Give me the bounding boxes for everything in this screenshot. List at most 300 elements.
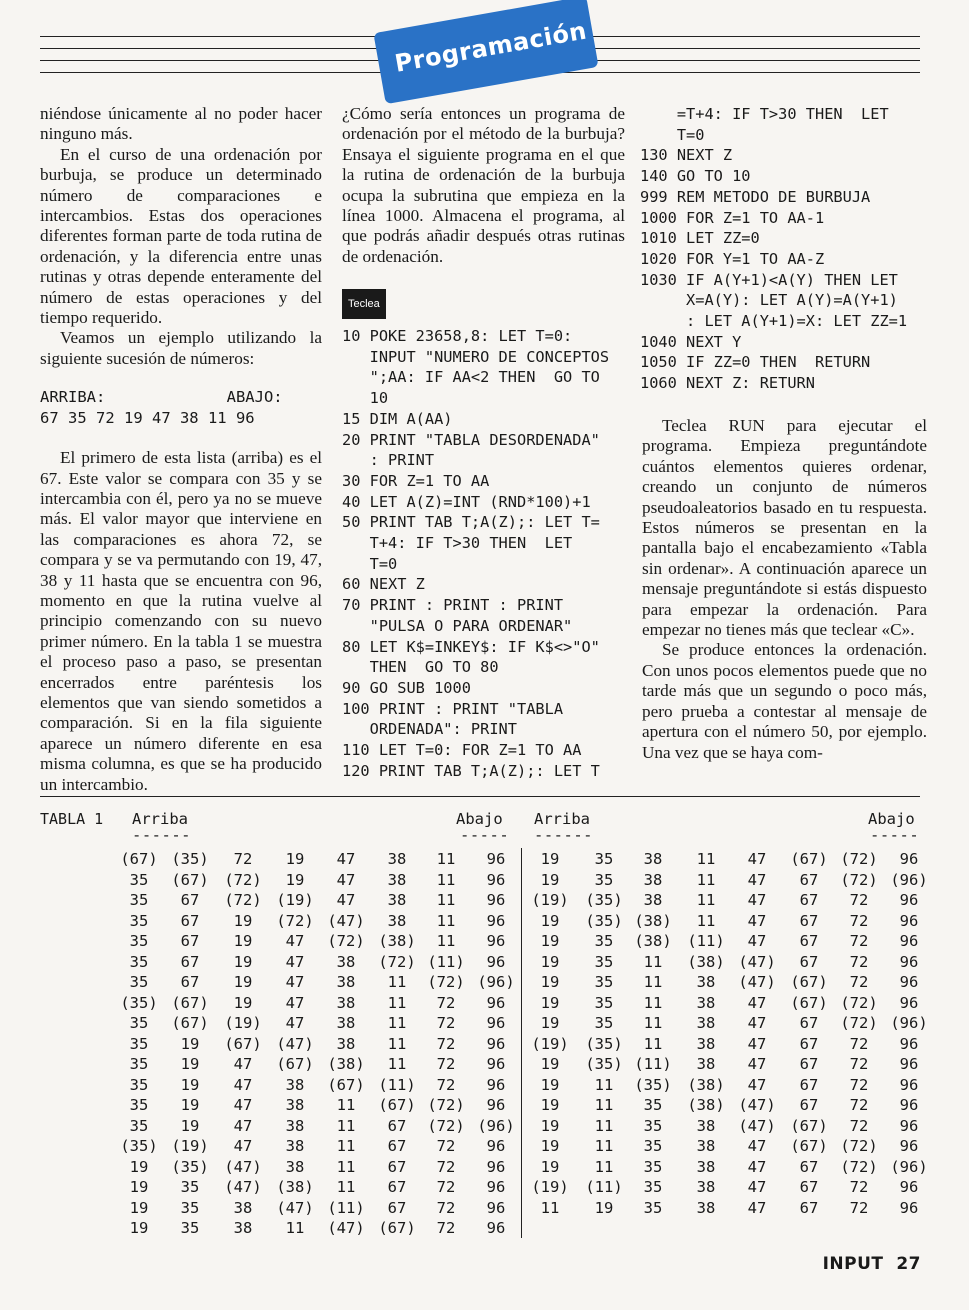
right-table-cell: 67 xyxy=(799,932,819,950)
left-table-cell: 35 xyxy=(129,1116,149,1135)
left-table-cell: 47 xyxy=(285,952,305,971)
left-table-cell: 47 xyxy=(285,932,305,950)
right-table-cell: 67 xyxy=(799,1178,819,1196)
right-table-cell: 35 xyxy=(594,952,614,971)
right-table-cell: 35 xyxy=(643,1198,663,1217)
right-table-cell: 35 xyxy=(594,850,614,868)
right-table-cell: 96 xyxy=(899,1075,919,1094)
left-table-cell: 72 xyxy=(436,1137,456,1155)
right-table-cell: 11 xyxy=(594,1096,614,1114)
right-table-cell: 67 xyxy=(799,1014,819,1032)
right-table-cell: 67 xyxy=(799,1034,819,1053)
left-table-cell: 35 xyxy=(129,1034,149,1053)
left-table-cell: 96 xyxy=(486,1178,506,1196)
right-table-cell: 67 xyxy=(799,1096,819,1114)
left-table-cell: (35) xyxy=(120,1137,158,1155)
right-table-cell: 11 xyxy=(696,870,716,889)
left-table-cell: 38 xyxy=(233,1219,253,1237)
right-table-cell: 35 xyxy=(594,932,614,950)
right-table-cell: 72 xyxy=(849,973,869,991)
right-table-cell: 38 xyxy=(643,870,663,889)
right-table-cell: (38) xyxy=(687,1096,725,1114)
left-table-cell: 35 xyxy=(129,952,149,971)
left-table-cell: 11 xyxy=(336,1178,356,1196)
left-table-cell: (72) xyxy=(327,932,365,950)
right-table-cell: 38 xyxy=(696,1014,716,1032)
left-table-cell: 38 xyxy=(336,952,356,971)
left-table-cell: 72 xyxy=(436,1219,456,1237)
left-table-cell: 19 xyxy=(129,1178,149,1196)
right-table-cell: 72 xyxy=(849,1198,869,1217)
left-table-cell: (47) xyxy=(327,1219,365,1237)
left-table-cell: 47 xyxy=(336,870,356,889)
right-table-cell: 38 xyxy=(696,993,716,1012)
left-table-cell: 11 xyxy=(436,891,456,909)
left-table-cell: 11 xyxy=(336,1096,356,1114)
left-table-cell: 11 xyxy=(436,911,456,930)
right-table-cell: 11 xyxy=(643,952,663,971)
right-table-cell: 72 xyxy=(849,1055,869,1073)
right-table-cell: 38 xyxy=(643,891,663,909)
left-table-cell: 35 xyxy=(129,1096,149,1114)
left-table-cell: (67) xyxy=(276,1055,314,1073)
left-table-cell: 96 xyxy=(486,1219,506,1237)
right-table-cell: 47 xyxy=(747,850,767,868)
right-table-cell: 38 xyxy=(643,850,663,868)
right-table-cell: (35) xyxy=(585,1034,623,1053)
right-table-cell: 11 xyxy=(643,1034,663,1053)
right-table-cell: 19 xyxy=(540,973,560,991)
right-table-cell: (35) xyxy=(585,891,623,909)
right-table-cell: (96) xyxy=(890,1014,928,1032)
right-table-cell: (38) xyxy=(634,911,672,930)
right-table-cell: 96 xyxy=(899,1034,919,1053)
right-table-cell: 47 xyxy=(747,1014,767,1032)
right-table-cell: 72 xyxy=(849,952,869,971)
right-abajo-header: Abajo xyxy=(868,810,915,828)
right-table-cell: (11) xyxy=(585,1178,623,1196)
right-table-cell: (67) xyxy=(790,1116,828,1135)
right-table-cell: 47 xyxy=(747,993,767,1012)
right-table-cell: (72) xyxy=(840,1137,878,1155)
left-table-cell: (72) xyxy=(224,870,262,889)
sequence-values: 67 35 72 19 47 38 11 96 xyxy=(40,408,255,427)
right-table-cell: 19 xyxy=(540,911,560,930)
left-table-cell: 67 xyxy=(387,1198,407,1217)
right-table-cell: 47 xyxy=(747,891,767,909)
right-table-cell: 67 xyxy=(799,1055,819,1073)
left-table-cell: 96 xyxy=(486,932,506,950)
left-abajo-header: Abajo xyxy=(456,810,503,828)
left-table-cell: (67) xyxy=(120,850,158,868)
left-table-cell: 67 xyxy=(180,952,200,971)
left-table-cell: 96 xyxy=(486,891,506,909)
left-table-cell: (72) xyxy=(427,1096,465,1114)
left-table-cell: (67) xyxy=(327,1075,365,1094)
left-table-cell: 47 xyxy=(233,1116,253,1135)
left-table-cell: 38 xyxy=(387,850,407,868)
left-table-cell: 47 xyxy=(285,1014,305,1032)
left-table-cell: 96 xyxy=(486,993,506,1012)
left-table-cell: 38 xyxy=(387,911,407,930)
paragraph: En el curso de una ordenación por burbuja, se produce un determinado número de comparaciones e intercambios. Estas dos operaciones diferentes forman parte de toda rutina de ordenación, y la diferencia entre unas rutinas y otras depende enteramente del número de estas operaciones y del tiempo requerido. xyxy=(40,144,322,328)
right-table-cell: (19) xyxy=(531,891,569,909)
left-table-cell: 11 xyxy=(336,1157,356,1176)
right-table-cell: 96 xyxy=(899,952,919,971)
left-arriba-header: Arriba xyxy=(132,810,188,828)
left-table-cell: 67 xyxy=(387,1116,407,1135)
article-column-2 xyxy=(342,104,625,319)
right-table-cell: 96 xyxy=(899,932,919,950)
right-table-cell: 96 xyxy=(899,850,919,868)
right-table-cell: 35 xyxy=(594,1014,614,1032)
left-table-cell: 38 xyxy=(336,1014,356,1032)
left-table-cell: 96 xyxy=(486,1137,506,1155)
sequence-example xyxy=(40,387,322,428)
paragraph: Se produce entonces la ordenación. Con unos pocos elementos puede que no tarde más que un segundo o poco más, pero prueba a contestar al mensaje de apertura con el número 50, por ejemplo. Una vez que se haya com- xyxy=(642,640,927,762)
left-table-cell: 67 xyxy=(180,911,200,930)
left-table-cell: (72) xyxy=(276,911,314,930)
section-title: Programación xyxy=(392,16,589,78)
right-table-cell: (96) xyxy=(890,870,928,889)
left-table-cell: 35 xyxy=(180,1219,200,1237)
left-table-cell: 38 xyxy=(233,1198,253,1217)
left-table-cell: 19 xyxy=(180,1034,200,1053)
right-table-cell: (72) xyxy=(840,1014,878,1032)
left-table-cell: 47 xyxy=(233,1096,253,1114)
right-table-cell: 11 xyxy=(594,1137,614,1155)
right-table-cell: (38) xyxy=(634,932,672,950)
left-table-cell: 11 xyxy=(436,932,456,950)
right-table-cell: 19 xyxy=(540,993,560,1012)
right-table-cell: (72) xyxy=(840,1157,878,1176)
left-table-cell: 67 xyxy=(180,973,200,991)
page-footer xyxy=(823,1254,921,1274)
right-table-cell: (67) xyxy=(790,1137,828,1155)
right-table-cell: 72 xyxy=(849,1116,869,1135)
right-table-cell: (72) xyxy=(840,993,878,1012)
right-table-cell: 47 xyxy=(747,1034,767,1053)
left-table-cell: 19 xyxy=(129,1219,149,1237)
left-table-cell: 11 xyxy=(387,973,407,991)
right-table-cell: 38 xyxy=(696,1055,716,1073)
right-table-cell: (11) xyxy=(687,932,725,950)
right-table-cell: 72 xyxy=(849,891,869,909)
section-badge xyxy=(373,0,598,104)
left-table-cell: 67 xyxy=(180,932,200,950)
left-table-cell: (47) xyxy=(276,1034,314,1053)
left-table-cell: 19 xyxy=(285,850,305,868)
right-table-cell: 19 xyxy=(540,932,560,950)
left-table-cell: (96) xyxy=(477,1116,515,1135)
left-table-cell: (19) xyxy=(276,891,314,909)
left-table-cell: 35 xyxy=(129,870,149,889)
right-table-cell: 47 xyxy=(747,1198,767,1217)
sequence-heading: ARRIBA: ABAJO: xyxy=(40,388,283,407)
paragraph: El primero de esta lista (arriba) es el 67. Este valor se compara con 35 y se intercambia con él, pero ya no se mueve más. El valor mayor que interviene en las comparaciones es ahora 72, se compara y se va permutando con 19, 47, 38 y 11 hasta que se encuentra con 96, momento en que la rutina vuelve al principio comenzando con su nuevo primer número. En la tabla 1 se muestra el proceso paso a paso, se presentan encerrados entre paréntesis los elementos que van siendo sometidos a comparación. Si en la fila siguiente aparece un número diferente en esa misma columna, es que se ha producido un intercambio. xyxy=(40,448,322,794)
left-table-cell: (35) xyxy=(171,1157,209,1176)
left-table-cell: (38) xyxy=(276,1178,314,1196)
left-table-cell: 38 xyxy=(336,1034,356,1053)
left-table-cell: 72 xyxy=(436,1157,456,1176)
left-table-cell: 96 xyxy=(486,1075,506,1094)
right-table-cell: 96 xyxy=(899,1096,919,1114)
right-table-cell: 47 xyxy=(747,911,767,930)
right-table-cell: (35) xyxy=(585,911,623,930)
left-arriba-underline: ------ xyxy=(132,826,191,844)
left-table-cell: 38 xyxy=(336,973,356,991)
program-listing-part-2: =T+4: IF T>30 THEN LET T=0 130 NEXT Z 140 GO TO 10 999 REM METODO DE BURBUJA 1000 FOR Z=1 TO AA-1 1010 LET ZZ=0 1020 FOR Y=1 TO AA-Z 1030 IF A(Y+1)<A(Y) THEN LET X=A(Y): LET A(Y)=A(Y+1) : LET A(Y+1)=X: LET ZZ=1 1040 NEXT Y 1050 IF ZZ=0 THEN RETURN 1060 NEXT Z: RETURN xyxy=(640,105,908,393)
left-table-cell: 72 xyxy=(436,1055,456,1073)
left-table-cell: 96 xyxy=(486,911,506,930)
right-table-cell: 35 xyxy=(594,973,614,991)
left-table-cell: 19 xyxy=(233,952,253,971)
left-table-cell: 19 xyxy=(180,1075,200,1094)
right-table-cell: 38 xyxy=(696,1034,716,1053)
program-listing-part-1: 10 POKE 23658,8: LET T=0: INPUT "NUMERO DE CONCEPTOS ";AA: IF AA<2 THEN GO TO 10 15 DIM A(AA) 20 PRINT "TABLA DESORDENADA" : PRINT 30 FOR Z=1 TO AA 40 LET A(Z)=INT (RND*100)+1 50 PRINT TAB T;A(Z);: LET T= T+4: IF T>30 THEN LET T=0 60 NEXT Z 70 PRINT : PRINT : PRINT "PULSA O PARA ORDENAR" 80 LET K$=INKEY$: IF K$<>"O" THEN GO TO 80 90 GO SUB 1000 100 PRINT : PRINT "TABLA ORDENADA": PRINT 110 LET T=0: FOR Z=1 TO AA 120 PRINT TAB T;A(Z);: LET T xyxy=(342,327,610,780)
left-table-cell: 38 xyxy=(336,993,356,1012)
left-table-cell: (67) xyxy=(171,1014,209,1032)
right-table-cell: 47 xyxy=(747,1178,767,1196)
right-table-cell: (47) xyxy=(738,973,776,991)
left-table-cell: 35 xyxy=(129,1075,149,1094)
right-table-cell: (72) xyxy=(840,850,878,868)
left-table-cell: 19 xyxy=(233,932,253,950)
table-top-rule xyxy=(40,796,920,797)
left-table-cell: (72) xyxy=(378,952,416,971)
left-table-cell: 11 xyxy=(285,1219,305,1237)
paragraph: Teclea RUN para ejecutar el programa. Empieza preguntándote cuántos elementos quieres ordenar, creando un conjunto de números pseudoaleatorios basado en tu respuesta. Estos números se presentan en la pantalla bajo el encabezamiento «Tabla sin ordenar». A continuación aparece un mensaje preguntándote si estás dispuesto para empezar la ordenación. Para empezar no tienes más que teclear «C». xyxy=(642,416,927,640)
right-table-cell: 19 xyxy=(540,870,560,889)
left-table-cell: 96 xyxy=(486,1198,506,1217)
right-table-cell: (38) xyxy=(687,952,725,971)
left-table-cell: 11 xyxy=(387,1055,407,1073)
right-table-cell: 67 xyxy=(799,891,819,909)
right-table-cell: 72 xyxy=(849,1075,869,1094)
right-table-cell: 96 xyxy=(899,1198,919,1217)
left-table-cell: 38 xyxy=(285,1096,305,1114)
right-table-cell: (19) xyxy=(531,1034,569,1053)
right-table-cell: (67) xyxy=(790,993,828,1012)
right-table-cell: 35 xyxy=(594,870,614,889)
right-table-cell: 67 xyxy=(799,1198,819,1217)
left-table-cell: (11) xyxy=(378,1075,416,1094)
right-table-cell: 19 xyxy=(540,1137,560,1155)
right-table-cell: 19 xyxy=(540,1075,560,1094)
right-table-cell: (11) xyxy=(634,1055,672,1073)
paragraph: Veamos un ejemplo utilizando la siguiente sucesión de números: xyxy=(40,328,322,368)
left-table-cell: (47) xyxy=(276,1198,314,1217)
right-table-cell: 96 xyxy=(899,1055,919,1073)
right-table-cell: 67 xyxy=(799,870,819,889)
right-table-cell: 72 xyxy=(849,932,869,950)
left-table-cell: 38 xyxy=(285,1075,305,1094)
right-table-cell: (67) xyxy=(790,973,828,991)
left-table-cell: 38 xyxy=(387,891,407,909)
right-table-cell: 11 xyxy=(594,1157,614,1176)
right-table-cell: 35 xyxy=(594,993,614,1012)
left-table-cell: 47 xyxy=(285,973,305,991)
right-table-cell: (35) xyxy=(585,1055,623,1073)
right-table-cell: 11 xyxy=(540,1198,560,1217)
right-table-cell: 11 xyxy=(594,1075,614,1094)
left-table-cell: 35 xyxy=(129,891,149,909)
right-table-cell: 67 xyxy=(799,1075,819,1094)
left-table-cell: (67) xyxy=(171,870,209,889)
left-table-cell: 96 xyxy=(486,1157,506,1176)
table-title: TABLA 1 xyxy=(40,810,104,828)
left-table-cell: 96 xyxy=(486,1096,506,1114)
left-table-cell: 72 xyxy=(436,1014,456,1032)
left-table-cell: (19) xyxy=(224,1014,262,1032)
right-table-cell: 72 xyxy=(849,1034,869,1053)
right-table-cell: 67 xyxy=(799,911,819,930)
right-table-cell: 19 xyxy=(594,1198,614,1217)
left-abajo-underline: ----- xyxy=(460,826,510,844)
article-column-1 xyxy=(40,104,322,795)
left-table-cell: 11 xyxy=(387,993,407,1012)
right-table-cell: 35 xyxy=(643,1137,663,1155)
left-table-cell: 19 xyxy=(180,1055,200,1073)
right-table-cell: 19 xyxy=(540,1116,560,1135)
left-table-cell: 47 xyxy=(233,1137,253,1155)
left-table-cell: 19 xyxy=(180,1116,200,1135)
left-table-cell: 11 xyxy=(436,850,456,868)
left-table-cell: 72 xyxy=(436,1198,456,1217)
right-table-cell: 96 xyxy=(899,1116,919,1135)
left-table-cell: 19 xyxy=(233,973,253,991)
left-table-cell: 11 xyxy=(436,870,456,889)
left-table-cell: 19 xyxy=(129,1157,149,1176)
left-table-cell: (11) xyxy=(427,952,465,971)
left-table-cell: 96 xyxy=(486,1034,506,1053)
left-table-cell: 72 xyxy=(436,1178,456,1196)
right-table-cell: 35 xyxy=(643,1178,663,1196)
right-table-cell: (35) xyxy=(634,1075,672,1094)
right-table-cell: 35 xyxy=(643,1157,663,1176)
left-table-cell: 67 xyxy=(387,1178,407,1196)
left-table-cell: (47) xyxy=(224,1157,262,1176)
right-table-cell: (47) xyxy=(738,952,776,971)
right-table-cell: 96 xyxy=(899,973,919,991)
left-table-cell: (38) xyxy=(378,932,416,950)
left-table-cell: (67) xyxy=(171,993,209,1012)
left-table-cell: 96 xyxy=(486,870,506,889)
right-table-cell: (47) xyxy=(738,1116,776,1135)
right-table-cell: 11 xyxy=(643,1014,663,1032)
left-table-cell: (96) xyxy=(477,973,515,991)
right-table-cell: 35 xyxy=(643,1116,663,1135)
left-table-cell: 19 xyxy=(180,1096,200,1114)
left-table-cell: 96 xyxy=(486,1055,506,1073)
left-table-cell: (72) xyxy=(224,891,262,909)
left-table-cell: 38 xyxy=(387,870,407,889)
teclea-tag: Teclea xyxy=(342,289,386,318)
left-table-cell: 11 xyxy=(387,1014,407,1032)
left-table-cell: (47) xyxy=(327,911,365,930)
left-table-cell: (67) xyxy=(378,1219,416,1237)
right-table-cell: 11 xyxy=(643,973,663,991)
right-table-cell: 47 xyxy=(747,1075,767,1094)
paragraph: niéndose únicamente al no poder hacer ninguno más. xyxy=(40,104,322,144)
left-table-cell: 47 xyxy=(336,891,356,909)
right-table-cell: 96 xyxy=(899,993,919,1012)
right-table-cell: 38 xyxy=(696,1137,716,1155)
left-table-cell: 11 xyxy=(336,1116,356,1135)
paragraph: ¿Cómo sería entonces un programa de ordenación por el método de la burbuja? Ensaya el siguiente programa en el que la rutina de ordenación de la burbuja ocupa la subrutina que empieza en la línea 1000. Almacena el programa, al que podrás añadir después otras rutinas de ordenación. xyxy=(342,104,625,266)
left-table-cell: 47 xyxy=(336,850,356,868)
right-table-cell: 47 xyxy=(747,932,767,950)
left-table-cell: 47 xyxy=(285,993,305,1012)
left-table-cell: 38 xyxy=(285,1137,305,1155)
right-table-cell: 47 xyxy=(747,1055,767,1073)
left-table-cell: 96 xyxy=(486,850,506,868)
left-table-cell: 38 xyxy=(285,1116,305,1135)
left-table-cell: 19 xyxy=(233,993,253,1012)
left-table-cell: (72) xyxy=(427,1116,465,1135)
right-table-cell: 47 xyxy=(747,870,767,889)
left-table-cell: 11 xyxy=(336,1137,356,1155)
left-table-cell: 72 xyxy=(436,993,456,1012)
right-table-cell: 96 xyxy=(899,891,919,909)
left-table-cell: 67 xyxy=(387,1157,407,1176)
right-abajo-underline: ----- xyxy=(870,826,920,844)
right-table-cell: 96 xyxy=(899,911,919,930)
left-table-cell: 72 xyxy=(436,1034,456,1053)
left-table-cell: 72 xyxy=(436,1075,456,1094)
right-table-cell: (19) xyxy=(531,1178,569,1196)
right-table-cell: (96) xyxy=(890,1157,928,1176)
left-table-cell: 47 xyxy=(233,1055,253,1073)
right-table-cell: (47) xyxy=(738,1096,776,1114)
left-table-cell: 19 xyxy=(129,1198,149,1217)
left-table-cell: 35 xyxy=(129,1014,149,1032)
left-table-cell: 72 xyxy=(233,850,253,868)
page-number: 27 xyxy=(896,1254,921,1274)
left-table-cell: 35 xyxy=(180,1178,200,1196)
magazine-name: INPUT xyxy=(822,1254,884,1274)
right-table-cell: (67) xyxy=(790,850,828,868)
left-table-cell: 19 xyxy=(233,911,253,930)
right-table-cell: (38) xyxy=(687,1075,725,1094)
right-table-cell: 72 xyxy=(849,1096,869,1114)
right-table-cell: 11 xyxy=(643,993,663,1012)
right-table-cell: 72 xyxy=(849,911,869,930)
right-table-cell: 47 xyxy=(747,1157,767,1176)
left-table-cell: 35 xyxy=(180,1198,200,1217)
right-table-cell: 38 xyxy=(696,973,716,991)
left-table-cell: 11 xyxy=(387,1034,407,1053)
right-arriba-underline: ------ xyxy=(534,826,593,844)
right-table-cell: 67 xyxy=(799,952,819,971)
right-table-cell: 47 xyxy=(747,1137,767,1155)
article-column-3 xyxy=(642,416,927,763)
right-table-cell: 11 xyxy=(594,1116,614,1135)
left-table-cell: (35) xyxy=(171,850,209,868)
right-table-cell: 11 xyxy=(696,911,716,930)
left-table-cell: (67) xyxy=(224,1034,262,1053)
right-table-cell: 19 xyxy=(540,850,560,868)
right-table-cell: 11 xyxy=(696,850,716,868)
left-table-cell: (67) xyxy=(378,1096,416,1114)
left-table-cell: 67 xyxy=(387,1137,407,1155)
left-table-cell: 96 xyxy=(486,1014,506,1032)
right-table-cell: 38 xyxy=(696,1116,716,1135)
left-table-cell: 35 xyxy=(129,1055,149,1073)
right-table-cell: 19 xyxy=(540,1014,560,1032)
right-table-cell: 72 xyxy=(849,1178,869,1196)
right-table-cell: 19 xyxy=(540,1055,560,1073)
